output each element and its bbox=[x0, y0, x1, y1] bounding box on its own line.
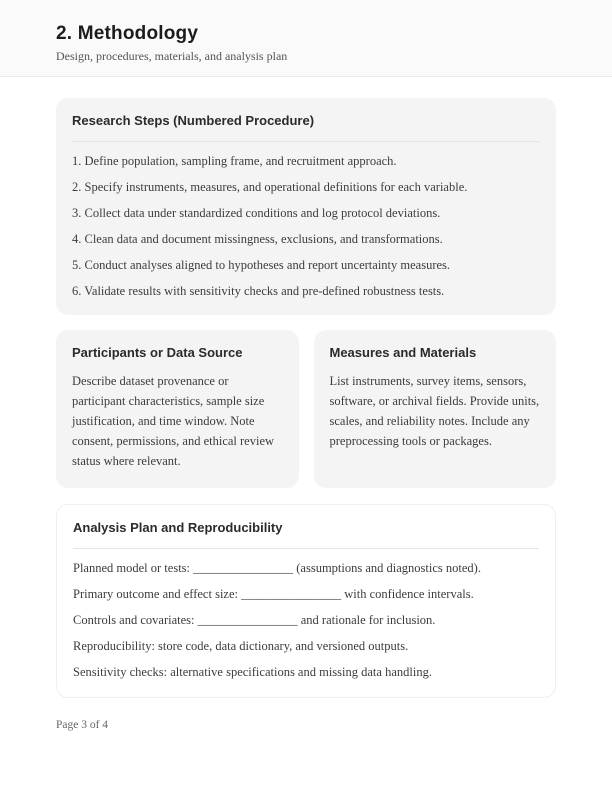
analysis-plan-line: Sensitivity checks: alternative specifications and missing data handling. bbox=[73, 665, 432, 679]
research-step-item: 5. Conduct analyses aligned to hypotheses and report uncertainty measures. bbox=[72, 258, 451, 272]
analysis-plan-title: Analysis Plan and Reproducibility bbox=[73, 520, 539, 549]
page-footer: Page 3 of 4 bbox=[56, 719, 109, 731]
research-step-item: 3. Collect data under standardized conditions and log protocol deviations. bbox=[72, 206, 441, 220]
analysis-plan-line: Controls and covariates: ________________ and rationale for inclusion. bbox=[73, 613, 436, 627]
participants-card bbox=[56, 330, 299, 488]
page-title: 2. Methodology bbox=[56, 23, 199, 44]
measures-card bbox=[314, 330, 557, 488]
analysis-plan-card bbox=[56, 504, 556, 698]
measures-title: Measures and Materials bbox=[329, 345, 477, 360]
page-content bbox=[0, 98, 612, 698]
page-header bbox=[0, 0, 612, 77]
measures-body: List instruments, survey items, sensors, software, or archival fields. Provide units, scales, and reliability notes. Include any preprocessing tools or packages. bbox=[329, 374, 540, 448]
analysis-plan-line: Primary outcome and effect size: ________________ with confidence intervals. bbox=[73, 587, 474, 601]
analysis-plan-lines bbox=[73, 562, 539, 679]
research-step-item: 6. Validate results with sensitivity checks and pre-defined robustness tests. bbox=[72, 284, 445, 298]
analysis-plan-line: Reproducibility: store code, data dictionary, and versioned outputs. bbox=[73, 639, 409, 653]
research-steps-list bbox=[72, 155, 540, 298]
analysis-plan-line: Planned model or tests: ________________ (assumptions and diagnostics noted). bbox=[73, 561, 481, 575]
research-step-item: 4. Clean data and document missingness, exclusions, and transformations. bbox=[72, 232, 443, 246]
participants-body: Describe dataset provenance or participant characteristics, sample size justification, and time window. Note consent, permissions, and ethical review status where relevant. bbox=[72, 374, 275, 468]
research-steps-card bbox=[56, 98, 556, 315]
participants-title: Participants or Data Source bbox=[72, 345, 243, 360]
research-step-item: 1. Define population, sampling frame, and recruitment approach. bbox=[72, 154, 397, 168]
research-step-item: 2. Specify instruments, measures, and operational definitions for each variable. bbox=[72, 180, 468, 194]
page-subtitle: Design, procedures, materials, and analysis plan bbox=[56, 49, 288, 63]
research-steps-title: Research Steps (Numbered Procedure) bbox=[72, 113, 540, 142]
two-column-cards bbox=[56, 330, 556, 488]
